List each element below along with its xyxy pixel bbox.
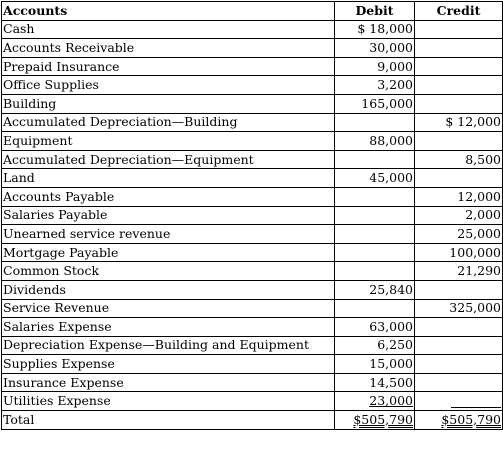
debit-header: Debit bbox=[335, 2, 415, 21]
debit-amount: 9,000 bbox=[335, 57, 415, 76]
table-row bbox=[2, 206, 503, 225]
account-name: Prepaid Insurance bbox=[2, 57, 335, 76]
credit-amount bbox=[415, 132, 503, 151]
credit-amount bbox=[415, 94, 503, 113]
account-name: Accounts Receivable bbox=[2, 39, 335, 58]
debit-amount bbox=[335, 150, 415, 169]
debit-amount bbox=[335, 299, 415, 318]
credit-amount bbox=[415, 76, 503, 95]
debit-amount bbox=[335, 392, 415, 411]
credit-amount bbox=[415, 57, 503, 76]
credit-amount bbox=[415, 392, 503, 411]
credit-amount bbox=[415, 39, 503, 58]
total-credit-value: $505,790 bbox=[441, 411, 501, 427]
account-name: Dividends bbox=[2, 280, 335, 299]
account-name: Land bbox=[2, 169, 335, 188]
accounts-header: Accounts bbox=[2, 2, 335, 21]
table-row bbox=[2, 20, 503, 39]
table-row bbox=[2, 39, 503, 58]
debit-amount: 45,000 bbox=[335, 169, 415, 188]
debit-amount: 15,000 bbox=[335, 355, 415, 374]
debit-amount: 88,000 bbox=[335, 132, 415, 151]
table-row bbox=[2, 187, 503, 206]
header-row bbox=[2, 2, 503, 21]
trial-balance-table bbox=[1, 1, 503, 430]
table-row bbox=[2, 150, 503, 169]
debit-amount bbox=[335, 225, 415, 244]
table-row bbox=[2, 392, 503, 411]
account-name: Equipment bbox=[2, 132, 335, 151]
debit-amount: 25,840 bbox=[335, 280, 415, 299]
table-row bbox=[2, 299, 503, 318]
debit-amount: $ 18,000 bbox=[335, 20, 415, 39]
debit-amount: 165,000 bbox=[335, 94, 415, 113]
table-row bbox=[2, 113, 503, 132]
credit-amount: 2,000 bbox=[415, 206, 503, 225]
credit-underline-rule bbox=[451, 395, 501, 408]
credit-amount: 8,500 bbox=[415, 150, 503, 169]
debit-amount bbox=[335, 206, 415, 225]
debit-amount bbox=[335, 243, 415, 262]
account-name: Salaries Payable bbox=[2, 206, 335, 225]
account-name: Depreciation Expense—Building and Equipment bbox=[2, 336, 335, 355]
account-name: Service Revenue bbox=[2, 299, 335, 318]
total-credit bbox=[415, 411, 503, 430]
account-name: Common Stock bbox=[2, 262, 335, 281]
table-row bbox=[2, 318, 503, 337]
credit-amount bbox=[415, 20, 503, 39]
credit-header: Credit bbox=[415, 2, 503, 21]
account-name: Unearned service revenue bbox=[2, 225, 335, 244]
credit-amount: 25,000 bbox=[415, 225, 503, 244]
debit-amount: 14,500 bbox=[335, 373, 415, 392]
table-row bbox=[2, 169, 503, 188]
debit-amount: 63,000 bbox=[335, 318, 415, 337]
account-name: Cash bbox=[2, 20, 335, 39]
debit-amount bbox=[335, 262, 415, 281]
credit-amount bbox=[415, 280, 503, 299]
table-row bbox=[2, 57, 503, 76]
credit-amount: 100,000 bbox=[415, 243, 503, 262]
credit-amount: $ 12,000 bbox=[415, 113, 503, 132]
total-debit-value: $505,790 bbox=[353, 411, 413, 427]
account-name: Accumulated Depreciation—Equipment bbox=[2, 150, 335, 169]
credit-amount bbox=[415, 318, 503, 337]
account-name: Accumulated Depreciation—Building bbox=[2, 113, 335, 132]
table-row bbox=[2, 280, 503, 299]
account-name: Supplies Expense bbox=[2, 355, 335, 374]
credit-amount bbox=[415, 373, 503, 392]
credit-amount: 325,000 bbox=[415, 299, 503, 318]
table-row bbox=[2, 336, 503, 355]
debit-amount: 6,250 bbox=[335, 336, 415, 355]
table-row bbox=[2, 243, 503, 262]
total-debit bbox=[335, 411, 415, 430]
table-row bbox=[2, 355, 503, 374]
debit-amount-underlined: 23,000 bbox=[369, 393, 413, 409]
table-row bbox=[2, 225, 503, 244]
account-name: Insurance Expense bbox=[2, 373, 335, 392]
table-row bbox=[2, 132, 503, 151]
total-row bbox=[2, 411, 503, 430]
account-name: Office Supplies bbox=[2, 76, 335, 95]
account-name: Accounts Payable bbox=[2, 187, 335, 206]
debit-amount: 3,200 bbox=[335, 76, 415, 95]
debit-amount bbox=[335, 187, 415, 206]
table-row bbox=[2, 262, 503, 281]
credit-amount bbox=[415, 336, 503, 355]
table-row bbox=[2, 373, 503, 392]
credit-amount: 12,000 bbox=[415, 187, 503, 206]
account-name: Salaries Expense bbox=[2, 318, 335, 337]
credit-amount bbox=[415, 169, 503, 188]
credit-amount: 21,290 bbox=[415, 262, 503, 281]
debit-amount: 30,000 bbox=[335, 39, 415, 58]
account-name: Mortgage Payable bbox=[2, 243, 335, 262]
debit-amount bbox=[335, 113, 415, 132]
total-label: Total bbox=[2, 411, 335, 430]
credit-amount bbox=[415, 355, 503, 374]
table-row bbox=[2, 94, 503, 113]
table-body bbox=[2, 20, 503, 429]
table-row bbox=[2, 76, 503, 95]
account-name: Building bbox=[2, 94, 335, 113]
account-name: Utilities Expense bbox=[2, 392, 335, 411]
